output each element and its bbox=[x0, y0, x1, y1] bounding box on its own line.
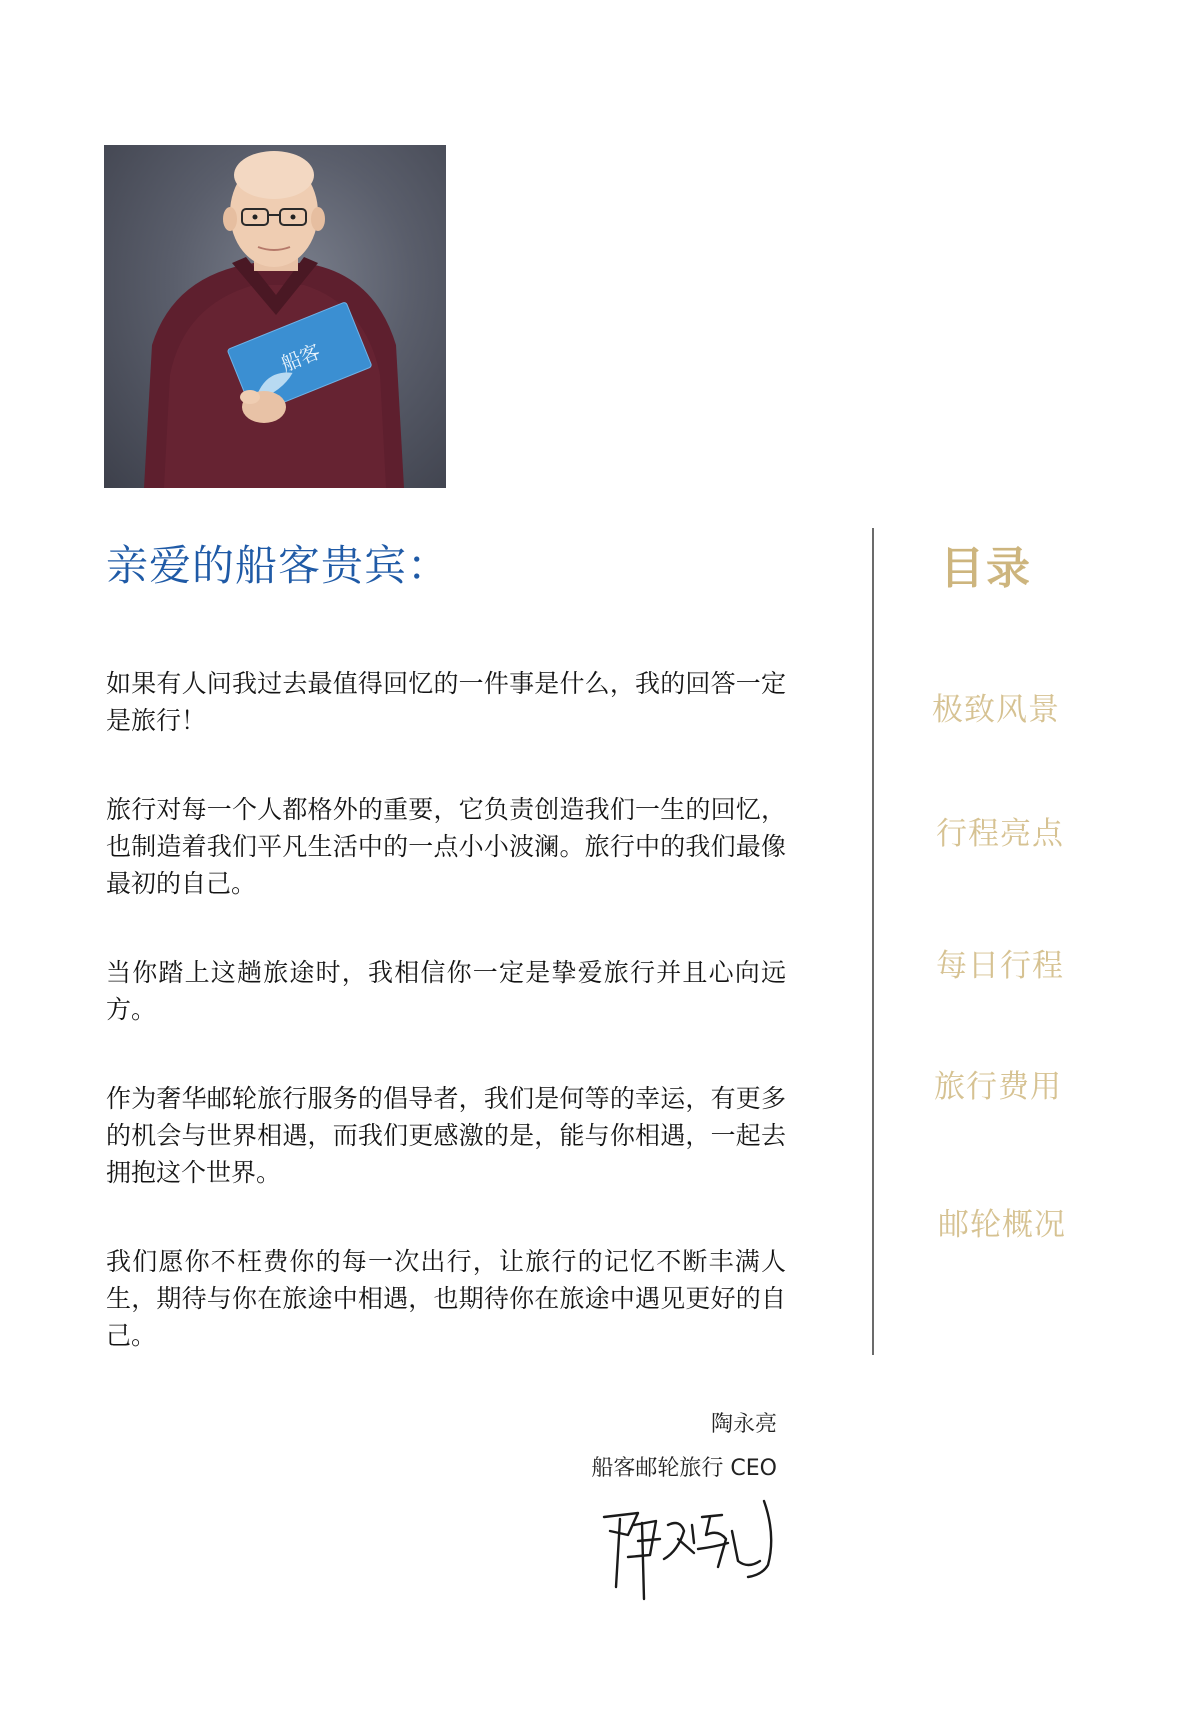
toc-item-daily-itinerary[interactable]: 每日行程 bbox=[936, 948, 1064, 984]
handwritten-signature bbox=[598, 1495, 788, 1605]
card-logo-text: 船客 bbox=[277, 339, 324, 377]
letter-body bbox=[106, 665, 786, 1406]
letter-paragraph-3: 当你踏上这趟旅途时，我相信你一定是挚爱旅行并且心向远方。 bbox=[106, 958, 786, 1024]
signer-title: 船客邮轮旅行 CEO bbox=[591, 1456, 777, 1481]
toc-item-cruise-overview[interactable]: 邮轮概况 bbox=[938, 1207, 1066, 1243]
letter-paragraph-2: 旅行对每一个人都格外的重要，它负责创造我们一生的回忆，也制造着我们平凡生活中的一点小小波澜。旅行中的我们最像最初的自己。 bbox=[106, 795, 786, 898]
toc-title: 目录 bbox=[940, 543, 1032, 594]
vertical-divider bbox=[872, 528, 874, 1355]
toc-item-scenery[interactable]: 极致风景 bbox=[932, 692, 1060, 728]
letter-paragraph-1: 如果有人问我过去最值得回忆的一件事是什么，我的回答一定是旅行！ bbox=[106, 669, 786, 735]
ceo-portrait-photo bbox=[104, 145, 446, 488]
signer-name: 陶永亮 bbox=[710, 1412, 777, 1437]
letter-paragraph-4: 作为奢华邮轮旅行服务的倡导者，我们是何等的幸运，有更多的机会与世界相遇，而我们更感激的是，能与你相遇，一起去拥抱这个世界。 bbox=[106, 1084, 786, 1187]
greeting-heading: 亲爱的船客贵宾： bbox=[106, 541, 451, 590]
toc-item-highlights[interactable]: 行程亮点 bbox=[936, 816, 1064, 852]
letter-paragraph-5: 我们愿你不枉费你的每一次出行，让旅行的记忆不断丰满人生，期待与你在旅途中相遇，也期待你在旅途中遇见更好的自己。 bbox=[106, 1247, 786, 1350]
toc-item-travel-cost[interactable]: 旅行费用 bbox=[934, 1069, 1062, 1105]
